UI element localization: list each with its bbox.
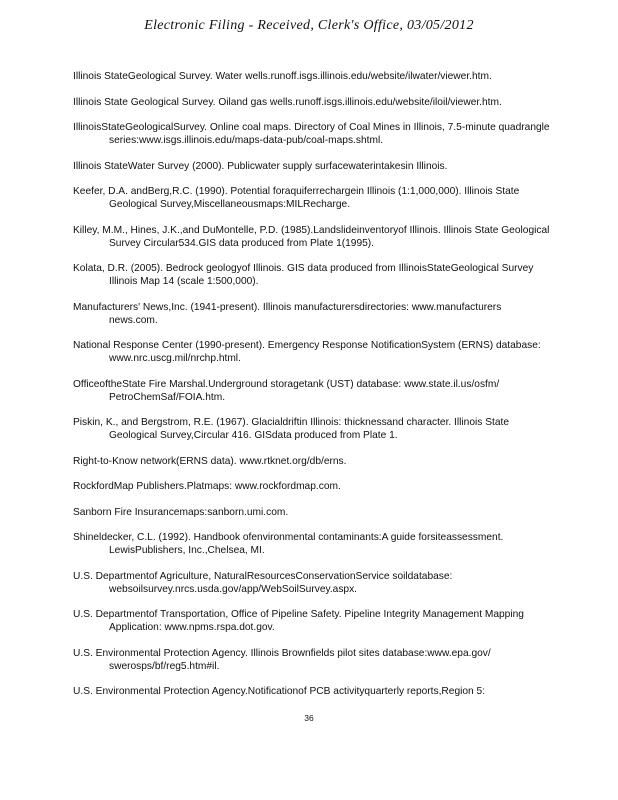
reference-text: Piskin, K., and Bergstrom, R.E. (1967). Glacialdriftin Illinois: thicknessand character. Illinois State Geological Survey,Circular 416. GISdata produced from Plate 1. xyxy=(73,417,509,441)
reference-text: Illinois StateGeological Survey. Water wells.runoff.isgs.illinois.edu/website/ilwater/viewer.htm. xyxy=(73,71,492,82)
reference-text: IllinoisStateGeologicalSurvey. Online coal maps. Directory of Coal Mines in Illinois, 7.5-minute quadrangle series:www.isgs.illinois.edu/maps-data-pub/coal-maps.shtml. xyxy=(73,122,550,146)
reference-text: Killey, M.M., Hines, J.K.,and DuMontelle, P.D. (1985).Landslideinventoryof Illinois. Illinois State Geological Survey Circular534.GIS data produced from Plate 1(1995). xyxy=(73,224,550,249)
reference-item xyxy=(73,160,551,173)
reference-text: Illinois StateWater Survey (2000). Publicwater supply surfacewaterintakesin Illinois. xyxy=(73,160,448,172)
reference-item xyxy=(73,262,551,288)
page-number: 36 xyxy=(304,713,314,723)
reference-item xyxy=(73,608,551,634)
reference-item xyxy=(73,480,551,493)
reference-text: U.S. Environmental Protection Agency. Illinois Brownfields pilot sites database:www.epa.gov/ swerosps/bf/reg5.htm#il. xyxy=(73,647,491,672)
reference-item xyxy=(73,455,551,468)
reference-item xyxy=(73,301,551,327)
reference-item xyxy=(73,121,551,147)
reference-item xyxy=(73,416,551,442)
reference-text: OfficeoftheState Fire Marshal.Underground storagetank (UST) database: www.state.il.us/osfm/ PetroChemSaf/FOIA.htm. xyxy=(73,378,500,403)
reference-text: National Response Center (1990-present). Emergency Response NotificationSystem (ERNS) database: www.nrc.uscg.mil/nrchp.html. xyxy=(73,340,541,364)
reference-item xyxy=(73,339,551,365)
reference-item xyxy=(73,685,551,698)
reference-item xyxy=(73,185,551,211)
reference-text: U.S. Environmental Protection Agency.Notificationof PCB activityquarterly reports,Region 5: xyxy=(73,686,486,697)
reference-text: RockfordMap Publishers.Platmaps: www.rockfordmap.com. xyxy=(73,481,341,492)
reference-text: Illinois State Geological Survey. Oiland gas wells.runoff.isgs.illinois.edu/website/iloil/viewer.htm. xyxy=(73,96,502,108)
reference-text: Sanborn Fire Insurancemaps:sanborn.umi.com. xyxy=(73,506,289,518)
reference-text: U.S. Departmentof Transportation, Office of Pipeline Safety. Pipeline Integrity Management Mapping Application: www.npms.rspa.dot.gov. xyxy=(73,609,524,633)
reference-item xyxy=(73,647,551,673)
reference-text: Shineldecker, C.L. (1992). Handbook ofenvironmental contaminants:A guide forsiteassessment. LewisPublishers, Inc.,Chelsea, MI. xyxy=(73,532,504,556)
reference-item xyxy=(73,70,551,83)
reference-item xyxy=(73,96,551,109)
reference-text: Keefer, D.A. andBerg,R.C. (1990). Potential foraquiferrechargein Illinois (1:1,000,000). Illinois State Geological Survey,Miscellaneousmaps:MILRecharge. xyxy=(73,186,520,210)
reference-item xyxy=(73,378,551,404)
reference-list xyxy=(73,70,551,711)
reference-text: Kolata, D.R. (2005). Bedrock geologyof Illinois. GIS data produced from IllinoisStateGeological Survey Illinois Map 14 (scale 1:500,000). xyxy=(73,263,534,287)
reference-item xyxy=(73,224,551,250)
reference-text: U.S. Departmentof Agriculture, NaturalResourcesConservationService soildatabase: websoilsurvey.nrcs.usda.gov/app/WebSoilSurvey.aspx. xyxy=(73,570,453,595)
reference-text: Right-to-Know network(ERNS data). www.rtknet.org/db/erns. xyxy=(73,455,347,467)
reference-item xyxy=(73,570,551,596)
reference-item xyxy=(73,506,551,519)
filing-header: Electronic Filing - Received, Clerk's Office, 03/05/2012 xyxy=(144,18,474,33)
reference-text: Manufacturers' News,Inc. (1941-present). Illinois manufacturersdirectories: www.manufacturers news.com. xyxy=(73,301,502,326)
reference-item xyxy=(73,531,551,557)
